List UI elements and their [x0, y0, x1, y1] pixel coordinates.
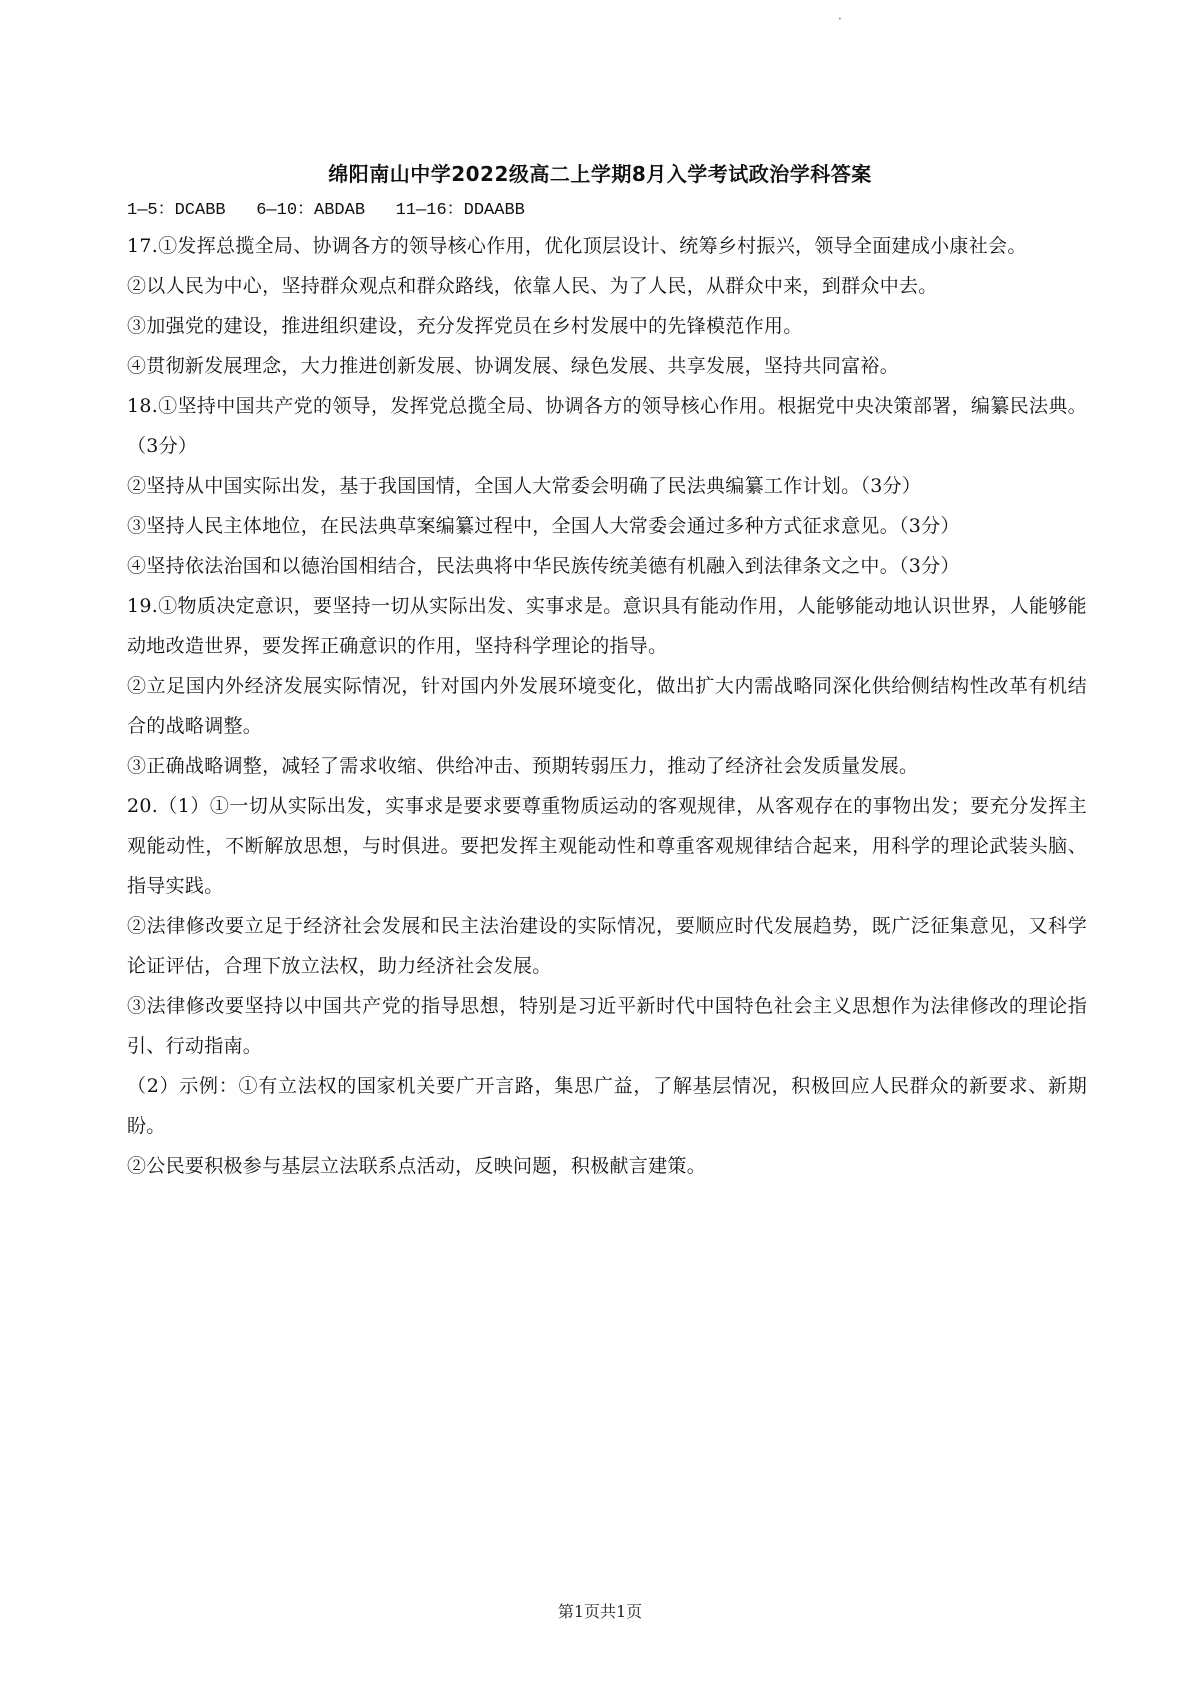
answer-17-point-2: ②以人民为中心，坚持群众观点和群众路线，依靠人民、为了人民，从群众中来，到群众中去。	[127, 275, 938, 297]
header-mark: ·	[838, 12, 842, 26]
answer-17-point-3: ③加强党的建设，推进组织建设，充分发挥党员在乡村发展中的先锋模范作用。	[127, 315, 803, 337]
answer-20-part1-point-3: ③法律修改要坚持以中国共产党的指导思想，特别是习近平新时代中国特色社会主义思想作为法律修改的理论指引、行动指南。	[127, 995, 1087, 1057]
answer-18-point-3: ③坚持人民主体地位，在民法典草案编纂过程中，全国人大常委会通过多种方式征求意见。（3分）	[127, 515, 960, 537]
answer-17-point-4: ④贯彻新发展理念，大力推进创新发展、协调发展、绿色发展、共享发展，坚持共同富裕。	[127, 355, 900, 377]
answer-20-part2-point-1: （2）示例：①有立法权的国家机关要广开言路，集思广益，了解基层情况，积极回应人民群众的新要求、新期盼。	[127, 1075, 1087, 1137]
multiple-choice-answer-key: 1—5：DCABB 6—10：ABDAB 11—16：DDAABB	[127, 201, 525, 220]
answer-20-part1-point-1: 20.（1）①一切从实际出发，实事求是要求要尊重物质运动的客观规律，从客观存在的事物出发；要充分发挥主观能动性，不断解放思想，与时俱进。要把发挥主观能动性和尊重客观规律结合起来，用科学的理论武装头脑、指导实践。	[127, 795, 1087, 897]
answer-19-point-3: ③正确战略调整，减轻了需求收缩、供给冲击、预期转弱压力，推动了经济社会发质量发展。	[127, 755, 919, 777]
page-title: 绵阳南山中学2022级高二上学期8月入学考试政治学科答案	[328, 162, 872, 186]
answer-18-point-1: 18.①坚持中国共产党的领导，发挥党总揽全局、协调各方的领导核心作用。根据党中央决策部署，编纂民法典。（3分）	[127, 395, 1087, 457]
answer-17-point-1: 17.①发挥总揽全局、协调各方的领导核心作用，优化顶层设计、统筹乡村振兴，领导全面建成小康社会。	[127, 235, 1027, 257]
answer-19-point-2: ②立足国内外经济发展实际情况，针对国内外发展环境变化，做出扩大内需战略同深化供给侧结构性改革有机结合的战略调整。	[127, 675, 1087, 737]
page-number-footer: 第1页共1页	[557, 1602, 643, 1621]
answer-18-point-4: ④坚持依法治国和以德治国相结合，民法典将中华民族传统美德有机融入到法律条文之中。（3分）	[127, 555, 960, 577]
answer-20-part1-point-2: ②法律修改要立足于经济社会发展和民主法治建设的实际情况，要顺应时代发展趋势，既广泛征集意见，又科学论证评估，合理下放立法权，助力经济社会发展。	[127, 915, 1087, 977]
answer-19-point-1: 19.①物质决定意识，要坚持一切从实际出发、实事求是。意识具有能动作用，人能够能动地认识世界，人能够能动地改造世界，要发挥正确意识的作用，坚持科学理论的指导。	[127, 595, 1087, 657]
answer-20-part2-point-2: ②公民要积极参与基层立法联系点活动，反映问题，积极献言建策。	[127, 1155, 707, 1177]
answer-content	[127, 200, 1087, 1186]
answer-18-point-2: ②坚持从中国实际出发，基于我国国情，全国人大常委会明确了民法典编纂工作计划。（3分）	[127, 475, 922, 497]
